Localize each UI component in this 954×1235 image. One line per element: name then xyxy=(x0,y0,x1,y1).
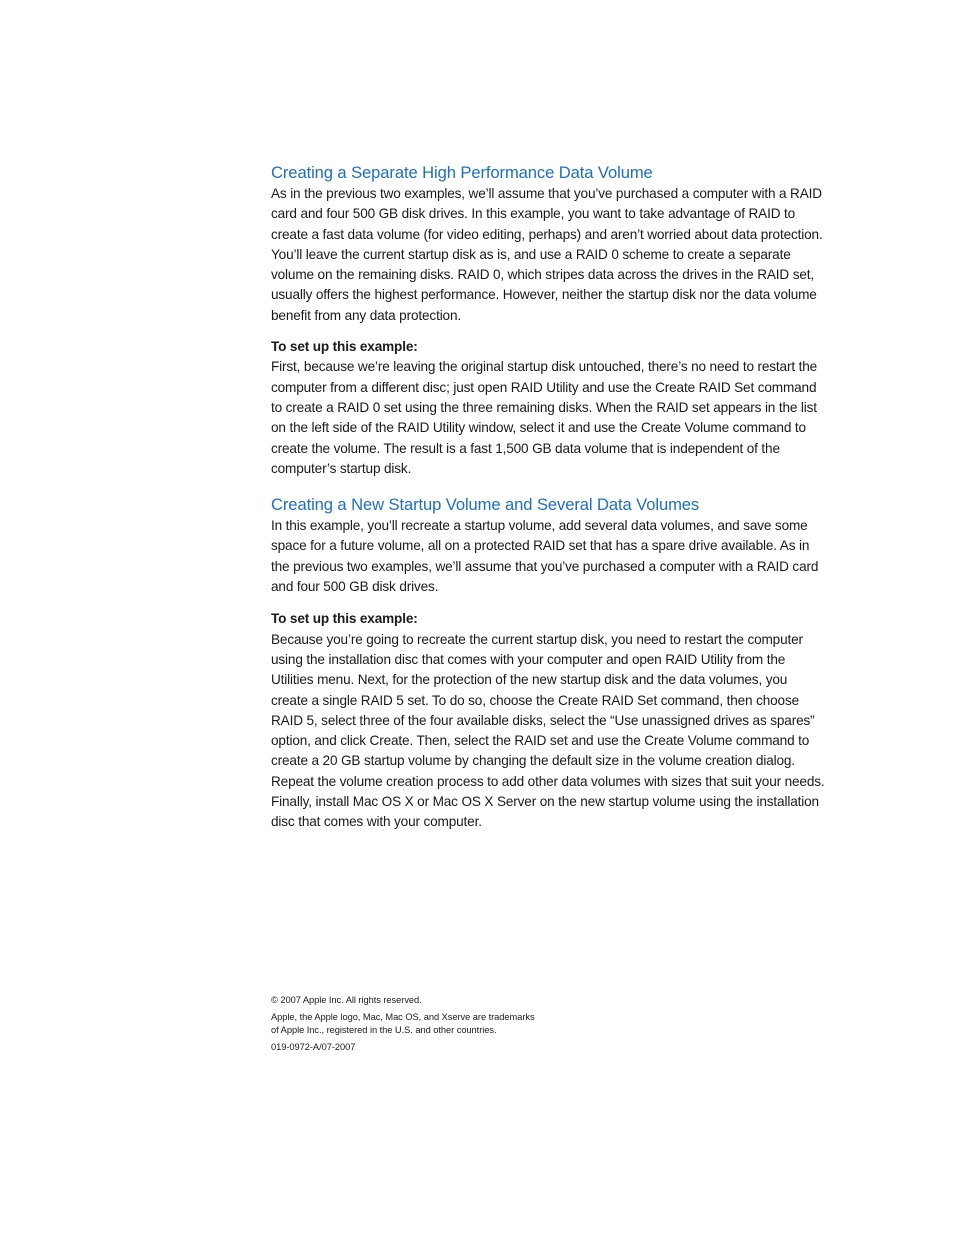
setup-steps-high-performance: First, because we’re leaving the original startup disk untouched, there’s no need to restart the computer from a different disc; just open RAID Utility and use the Create RAID Set command to create a RAID 0 set using the three remaining disks. When the RAID set appears in the list on the left side of the RAID Utility window, select it and use the Create Volume command to create the volume. The result is a fast 1,500 GB data volume that is independent of the computer’s startup disk. xyxy=(271,359,818,476)
trademark-line-2: of Apple Inc., registered in the U.S. and other countries. xyxy=(271,1025,497,1035)
section-body-high-performance: As in the previous two examples, we’ll assume that you’ve purchased a computer with a RAID card and four 500 GB disk drives. In this example, you want to take advantage of RAID to create a fast data volume (for video editing, perhaps) and aren’t worried about data protection. You’ll leave the current startup disk as is, and use a RAID 0 scheme to create a separate volume on the remaining disks. RAID 0, which stripes data across the drives in the RAID set, usually offers the highest performance. However, neither the startup disk nor the data volume benefit from any data protection. xyxy=(271,186,823,323)
document-number: 019-0972-A/07-2007 xyxy=(271,1042,356,1052)
trademark-line-1: Apple, the Apple logo, Mac, Mac OS, and Xserve are trademarks xyxy=(271,1012,535,1022)
section-heading-high-performance: Creating a Separate High Performance Data Volume xyxy=(271,163,653,182)
legal-footer xyxy=(271,994,591,1054)
section-heading-startup-volume: Creating a New Startup Volume and Several Data Volumes xyxy=(271,495,700,515)
setup-steps-startup-volume: Because you’re going to recreate the current startup disk, you need to restart the computer using the installation disc that comes with your computer and open RAID Utility from the Utilities menu. Next, for the protection of the new startup disk and the data volumes, you create a single RAID 5 set. To do so, choose the Create RAID Set command, then choose RAID 5, select three of the four available disks, select the “Use unassigned drives as spares” option, and click Create. Then, select the RAID set and use the Create Volume command to create a 20 GB startup volume by changing the default size in the volume creation dialog. Repeat the volume creation process to add other data volumes with sizes that suit your needs. Finally, install Mac OS X or Mac OS X Server on the new startup volume using the installation disc that comes with your computer. xyxy=(271,631,825,830)
section-body-startup-volume: In this example, you’ll recreate a startup volume, add several data volumes, and save some space for a future volume, all on a protected RAID set that has a spare drive available. As in the previous two examples, we’ll assume that you’ve purchased a computer with a RAID card and four 500 GB disk drives. xyxy=(271,518,819,595)
copyright-notice: © 2007 Apple Inc. All rights reserved. xyxy=(271,995,422,1005)
document-content xyxy=(271,162,827,833)
setup-subheading-high-performance: To set up this example: xyxy=(271,339,418,355)
setup-subheading-startup-volume: To set up this example: xyxy=(271,611,418,627)
